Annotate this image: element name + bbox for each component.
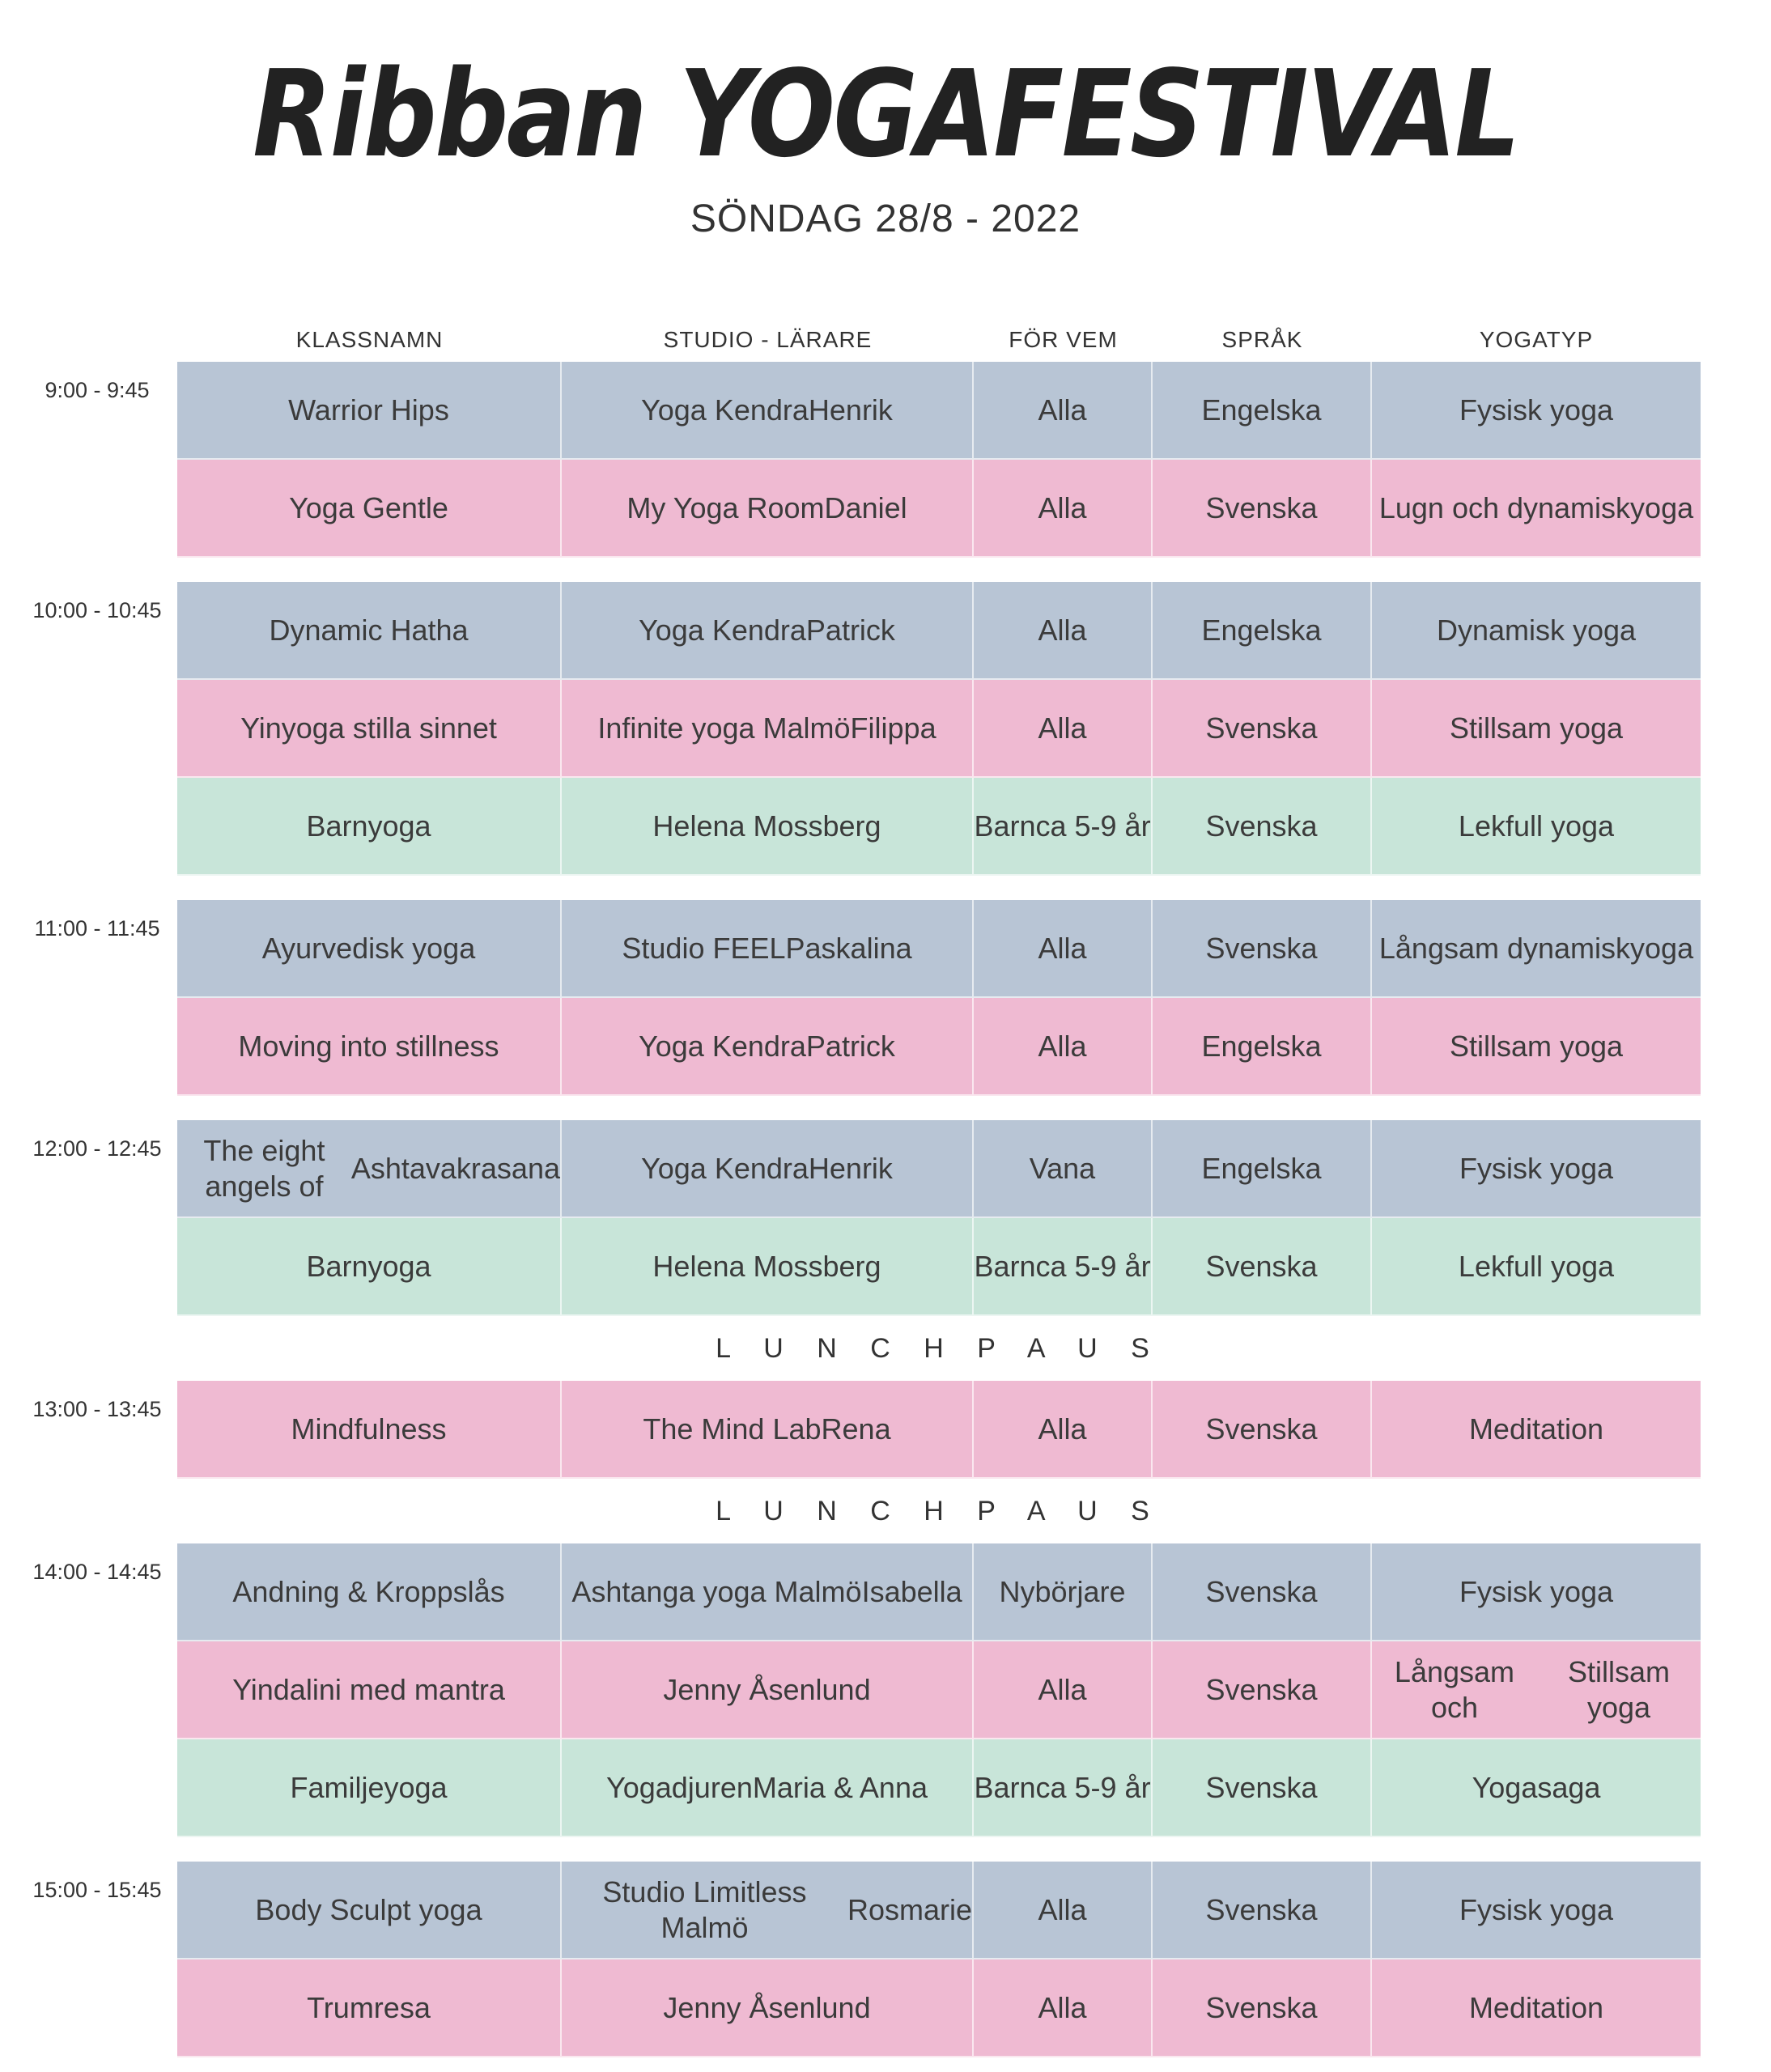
cell-line: Maria & Anna	[752, 1770, 928, 1804]
language: Engelska	[1153, 1120, 1372, 1218]
audience	[974, 1218, 1153, 1316]
language: Engelska	[1153, 362, 1372, 460]
cell-line: Yoga Kendra	[639, 613, 806, 647]
slot-gap	[0, 1096, 1771, 1120]
language: Engelska	[1153, 582, 1372, 680]
audience	[974, 1641, 1153, 1739]
yoga-type	[1372, 582, 1701, 680]
column-header-studio: STUDIO - LÄRARE	[663, 327, 873, 352]
language: Svenska	[1153, 1862, 1372, 1959]
table-row	[177, 460, 1701, 558]
audience	[974, 582, 1153, 680]
studio-teacher	[562, 1543, 974, 1641]
class-name: Mindfulness	[177, 1381, 562, 1479]
class-name: Moving into stillness	[177, 998, 562, 1096]
cell-line: Lekfull yoga	[1458, 1249, 1615, 1283]
yoga-type	[1372, 1862, 1701, 1959]
cell-line: Barn	[974, 809, 1036, 843]
cell-line: Nybörjare	[999, 1574, 1126, 1608]
class-name: Trumresa	[177, 1959, 562, 2057]
class-name: Barnyoga	[177, 1218, 562, 1316]
class-name	[177, 1120, 562, 1218]
table-row	[177, 680, 1701, 778]
class-name: Yindalini med mantra	[177, 1641, 562, 1739]
cell-line: Alla	[1038, 1412, 1087, 1446]
studio-teacher	[562, 1641, 974, 1739]
table-row	[177, 1543, 1701, 1641]
yoga-type	[1372, 1120, 1701, 1218]
cell-line: Alla	[1038, 1672, 1087, 1706]
time-label: 15:00 - 15:45	[32, 1878, 162, 1902]
cell-line: yoga	[1630, 490, 1694, 524]
column-header-yogatyp: YOGATYP	[1479, 327, 1594, 352]
yoga-type	[1372, 362, 1701, 460]
cell-line: The Mind Lab	[643, 1412, 822, 1446]
yoga-type	[1372, 1739, 1701, 1837]
table-row	[177, 1739, 1701, 1837]
cell-line: Daniel	[824, 490, 907, 524]
cell-line: Infinite yoga Malmö	[597, 711, 851, 745]
cell-line: Alla	[1038, 931, 1087, 965]
class-name: Familjeyoga	[177, 1739, 562, 1837]
language: Svenska	[1153, 1959, 1372, 2057]
cell-line: Jenny Åsenlund	[663, 1990, 871, 2024]
studio-teacher	[562, 460, 974, 558]
time-label: 12:00 - 12:45	[32, 1136, 162, 1161]
class-name: Barnyoga	[177, 778, 562, 876]
language: Engelska	[1153, 998, 1372, 1096]
schedule-table	[0, 362, 1771, 2057]
studio-teacher	[562, 778, 974, 876]
table-row	[177, 1959, 1701, 2057]
column-header-for-vem: FÖR VEM	[1009, 327, 1118, 352]
class-name: Body Sculpt yoga	[177, 1862, 562, 1959]
cell-line: Alla	[1038, 1990, 1087, 2024]
language: Svenska	[1153, 1739, 1372, 1837]
yoga-type	[1372, 998, 1701, 1096]
class-name: Yinyoga stilla sinnet	[177, 680, 562, 778]
language: Svenska	[1153, 1543, 1372, 1641]
column-header-klassnamn: KLASSNAMN	[295, 327, 444, 352]
yoga-type	[1372, 1641, 1701, 1739]
cell-line: Meditation	[1468, 1990, 1604, 2024]
cell-line: Isabella	[861, 1574, 962, 1608]
table-row	[177, 998, 1701, 1096]
class-name: Yoga Gentle	[177, 460, 562, 558]
class-name: Warrior Hips	[177, 362, 562, 460]
audience	[974, 1862, 1153, 1959]
cell-line: Yoga Kendra	[639, 1029, 806, 1063]
cell-line: Långsam dynamisk	[1378, 931, 1631, 965]
cell-line: Alla	[1038, 711, 1087, 745]
cell-line: Ashtanga yoga Malmö	[571, 1574, 862, 1608]
cell-line: Fysisk yoga	[1459, 1151, 1614, 1185]
cell-line: Ashtavakrasana	[350, 1151, 560, 1185]
studio-teacher	[562, 582, 974, 680]
cell-line: Studio Limitless Malmö	[602, 1875, 807, 1944]
audience	[974, 1543, 1153, 1641]
table-row	[177, 582, 1701, 680]
cell-line: Lugn och dynamisk	[1378, 490, 1631, 524]
studio-teacher	[562, 1739, 974, 1837]
cell-line: ca 5-9 år	[1035, 1770, 1151, 1804]
cell-line: Patrick	[805, 1029, 895, 1063]
yoga-type	[1372, 1381, 1701, 1479]
table-row	[177, 1381, 1701, 1479]
yoga-type	[1372, 900, 1701, 998]
time-slot	[0, 1120, 1771, 1316]
language: Svenska	[1153, 778, 1372, 876]
studio-teacher	[562, 1120, 974, 1218]
cell-line: Patrick	[805, 613, 895, 647]
cell-line: Yoga Kendra	[641, 1151, 809, 1185]
cell-line: The eight angels of	[203, 1133, 325, 1203]
cell-line: Alla	[1038, 1892, 1087, 1926]
table-row	[177, 1120, 1701, 1218]
class-name: Ayurvedisk yoga	[177, 900, 562, 998]
cell-line: Studio FEEL	[622, 931, 786, 965]
yoga-type	[1372, 1218, 1701, 1316]
audience	[974, 1959, 1153, 2057]
slot-gap	[0, 1837, 1771, 1862]
cell-line: Alla	[1038, 393, 1087, 427]
cell-line: ca 5-9 år	[1035, 1249, 1151, 1283]
yoga-type	[1372, 1543, 1701, 1641]
time-label: 9:00 - 9:45	[45, 378, 150, 402]
lunch-break-label: L U N C H P A U S	[716, 1333, 1162, 1364]
audience	[974, 460, 1153, 558]
studio-teacher	[562, 1862, 974, 1959]
cell-line: Alla	[1038, 490, 1087, 524]
cell-line: yoga	[1630, 931, 1694, 965]
lunch-break-label: L U N C H P A U S	[716, 1496, 1162, 1526]
cell-line: Vana	[1029, 1151, 1096, 1185]
cell-line: Jenny Åsenlund	[663, 1672, 871, 1706]
time-slot	[0, 900, 1771, 1096]
cell-line: Yoga Kendra	[641, 393, 809, 427]
cell-line: Filippa	[850, 711, 936, 745]
cell-line: ca 5-9 år	[1035, 809, 1151, 843]
cell-line: Stillsam yoga	[1449, 711, 1624, 745]
yoga-type	[1372, 778, 1701, 876]
slot-gap	[0, 558, 1771, 582]
yoga-type	[1372, 1959, 1701, 2057]
studio-teacher	[562, 1218, 974, 1316]
language: Svenska	[1153, 1641, 1372, 1739]
time-label: 13:00 - 13:45	[32, 1397, 162, 1421]
column-headers	[0, 320, 1771, 360]
cell-line: Helena Mossberg	[652, 809, 881, 843]
audience	[974, 680, 1153, 778]
studio-teacher	[562, 900, 974, 998]
time-slot	[0, 1543, 1771, 1837]
table-row	[177, 778, 1701, 876]
cell-line: Henrik	[808, 1151, 893, 1185]
time-label: 11:00 - 11:45	[34, 916, 160, 940]
cell-line: Meditation	[1468, 1412, 1604, 1446]
cell-line: Stillsam yoga	[1567, 1654, 1670, 1724]
cell-line: Henrik	[808, 393, 893, 427]
time-slot	[0, 362, 1771, 558]
class-name: Andning & Kroppslås	[177, 1543, 562, 1641]
audience	[974, 900, 1153, 998]
table-row	[177, 1862, 1701, 1959]
language: Svenska	[1153, 680, 1372, 778]
festival-date: SÖNDAG 28/8 - 2022	[690, 197, 1081, 240]
language: Svenska	[1153, 900, 1372, 998]
studio-teacher	[562, 680, 974, 778]
cell-line: Barn	[974, 1770, 1036, 1804]
table-row	[177, 1218, 1701, 1316]
cell-line: Paskalina	[785, 931, 912, 965]
time-slot	[0, 582, 1771, 876]
yoga-type	[1372, 680, 1701, 778]
table-row	[177, 900, 1701, 998]
audience	[974, 1739, 1153, 1837]
language: Svenska	[1153, 460, 1372, 558]
cell-line: Alla	[1038, 613, 1087, 647]
table-row	[177, 1641, 1701, 1739]
class-name: Dynamic Hatha	[177, 582, 562, 680]
time-label: 14:00 - 14:45	[32, 1560, 162, 1584]
audience	[974, 362, 1153, 460]
studio-teacher	[562, 362, 974, 460]
cell-line: Stillsam yoga	[1449, 1029, 1624, 1063]
column-header-sprak: SPRÅK	[1221, 327, 1303, 352]
time-slot	[0, 1862, 1771, 2057]
audience	[974, 1381, 1153, 1479]
cell-line: Alla	[1038, 1029, 1087, 1063]
audience	[974, 778, 1153, 876]
studio-teacher	[562, 1959, 974, 2057]
table-row	[177, 362, 1701, 460]
cell-line: Yogadjuren	[606, 1770, 753, 1804]
cell-line: Fysisk yoga	[1459, 393, 1614, 427]
cell-line: Barn	[974, 1249, 1036, 1283]
audience	[974, 998, 1153, 1096]
time-label: 10:00 - 10:45	[32, 598, 162, 622]
language: Svenska	[1153, 1218, 1372, 1316]
studio-teacher	[562, 1381, 974, 1479]
audience	[974, 1120, 1153, 1218]
cell-line: Fysisk yoga	[1459, 1892, 1614, 1926]
studio-teacher	[562, 998, 974, 1096]
cell-line: My Yoga Room	[626, 490, 825, 524]
cell-line: Långsam och	[1394, 1654, 1515, 1724]
cell-line: Rena	[821, 1412, 891, 1446]
yoga-type	[1372, 460, 1701, 558]
cell-line: Helena Mossberg	[652, 1249, 881, 1283]
cell-line: Fysisk yoga	[1459, 1574, 1614, 1608]
time-slot	[0, 1381, 1771, 1479]
festival-title: Ribban YOGAFESTIVAL	[253, 45, 1518, 184]
slot-gap	[0, 876, 1771, 900]
cell-line: Yogasaga	[1472, 1770, 1601, 1804]
cell-line: Lekfull yoga	[1458, 809, 1615, 843]
cell-line: Dynamisk yoga	[1436, 613, 1637, 647]
language: Svenska	[1153, 1381, 1372, 1479]
cell-line: Rosmarie	[847, 1892, 972, 1926]
